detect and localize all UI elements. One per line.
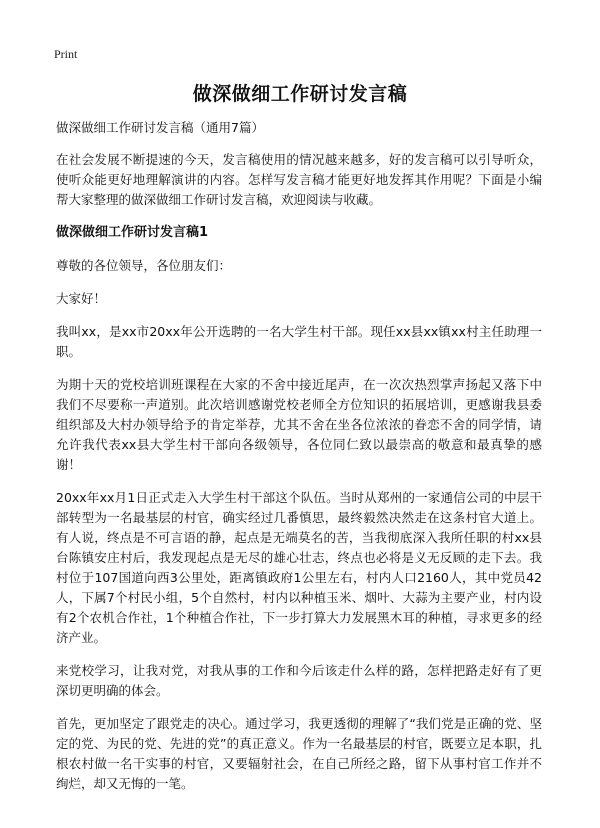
body-paragraph: 来党校学习，让我对党，对我从事的工作和今后该走什么样的路，怎样把路走好有了更深切更明确的体会。	[56, 663, 542, 698]
body-paragraph: 20xx年xx月1日正式走入大学生村干部这个队伍。当时从郑州的一家通信公司的中层干部转型为一名最基层的村官，确实经过几番慎思，最终毅然决然走在这条村官大道上。有人说，终点是不可言语的静，起点是无端莫名的苦，当我彻底深入我所任职的村xx县台陈镇安庄村后，我发现起点是无尽的雄心壮志，终点也必将是义无反顾的走下去。我村位于107国道向西3公里处，距离镇政府1公里左右，村内人口2160人，其中党员42人，下属7个村民小组，5个自然村，村内以种植玉米、烟叶、大蒜为主要产业，村内设有2个农机合作社，1个种植合作社，下一步打算大力发展黑木耳的种植，寻求更多的经济产业。	[56, 490, 542, 645]
body-paragraph: 首先，更加坚定了跟党走的决心。通过学习，我更透彻的理解了“我们党是正确的党、坚定的党、为民的党、先进的党”的真正意义。作为一名最基层的村官，既要立足本职，扎根农村做一名干实事的村官，又要辐射社会，在自己所经之路，留下从事村官工作并不绚烂，却又无悔的一笔。	[56, 716, 542, 791]
document-body	[56, 118, 542, 807]
body-paragraph: 为期十天的党校培训班课程在大家的不舍中接近尾声，在一次次热烈掌声扬起又落下中我们不尽要称一声道别。此次培训感谢党校老师全方位知识的拓展培训，更感谢我县委组织部及大村办领导给予的肯定举荐，尤其不舍在坐各位浓浓的眷恋不舍的同学情，请允许我代表xx县大学生村干部向各级领导，各位同仁致以最崇高的敬意和最真挚的感谢！	[56, 377, 542, 472]
intro-paragraph: 在社会发展不断提速的今天，发言稿使用的情况越来越多，好的发言稿可以引导听众，使听众能更好地理解演讲的内容。怎样写发言稿才能更好地发挥其作用呢？下面是小编帮大家整理的做深做细工作研讨发言稿，欢迎阅读与收藏。	[56, 152, 542, 207]
document-subtitle: 做深做细工作研讨发言稿（通用7篇）	[56, 120, 264, 135]
page-title: 做深做细工作研讨发言稿	[192, 83, 408, 105]
print-label: Print	[54, 47, 78, 61]
body-paragraph: 我叫xx，是xx市20xx年公开选聘的一名大学生村干部。现任xx县xx镇xx村主任助理一职。	[56, 324, 542, 359]
salutation: 尊敬的各位领导，各位朋友们：	[56, 258, 232, 273]
greeting: 大家好！	[56, 291, 107, 306]
section-heading: 做深做细工作研讨发言稿1	[56, 225, 209, 240]
